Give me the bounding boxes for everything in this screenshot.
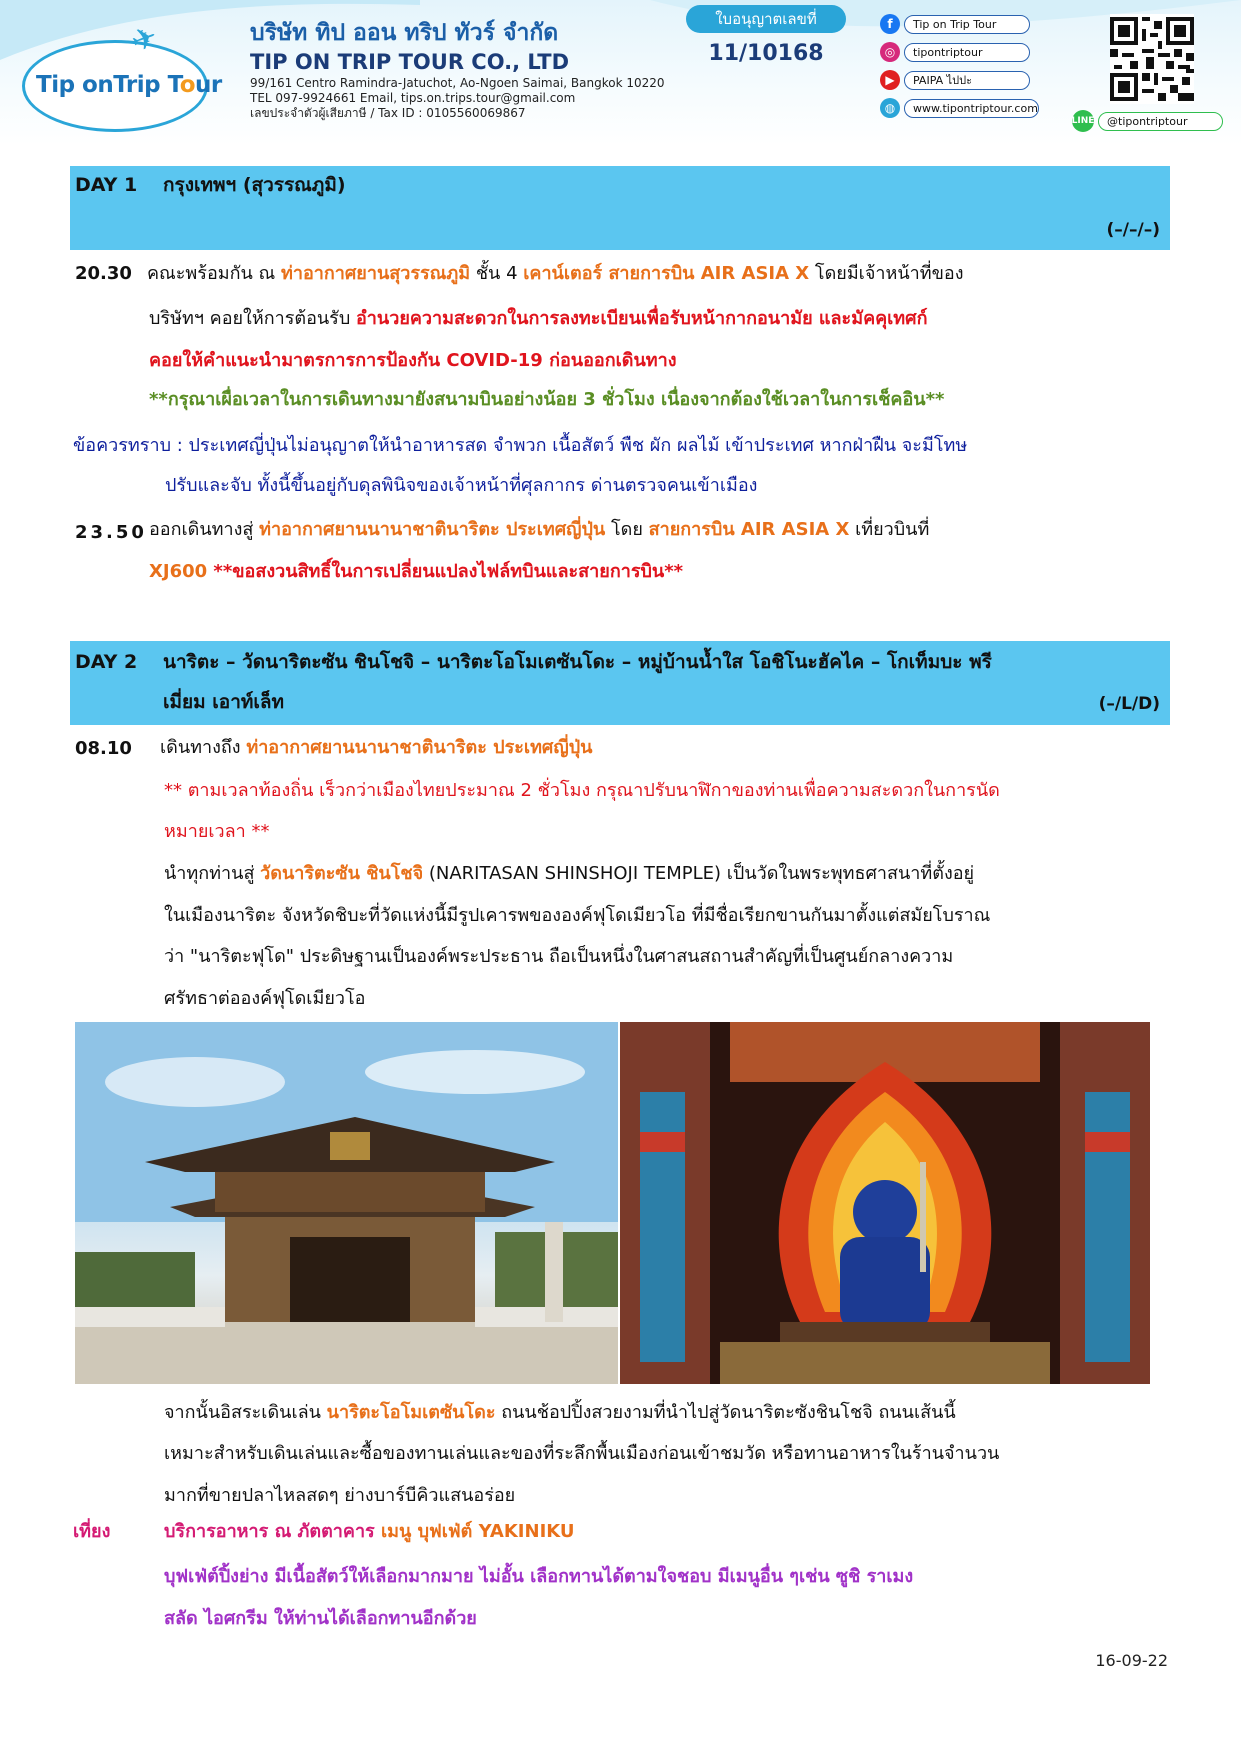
temple-gate-photo — [75, 1022, 618, 1384]
day2-label: DAY 2 — [75, 651, 138, 673]
logo-text: Tip onTrip Tour — [36, 72, 222, 98]
social-label: PAIPA ไปปะ — [904, 71, 1030, 90]
day1-line-3: คอยให้คำแนะนำมาตรการการป้องกัน COVID-19 ก่อนออกเดินทาง — [149, 350, 677, 371]
website-icon: ◍ — [880, 98, 900, 118]
company-tax-id: เลขประจำตัวผู้เสียภาษี / Tax ID : 0105560069867 — [250, 106, 526, 120]
license-block — [686, 5, 846, 66]
day1-line-1: คณะพร้อมกัน ณ ท่าอากาศยานสุวรรณภูมิ ชั้น 4 เคาน์เตอร์ สายการบิน AIR ASIA X โดยมีเจ้าหน้าที่ของ — [147, 263, 964, 284]
day1-line-7: ออกเดินทางสู่ ท่าอากาศยานนานาชาตินาริตะ ประเทศญี่ปุ่น โดย สายการบิน AIR ASIA X เที่ยวบินที่ — [149, 519, 930, 540]
airplane-icon: ✈ — [126, 18, 163, 61]
company-logo — [22, 18, 222, 127]
license-label: ใบอนุญาตเลขที่ — [686, 5, 846, 33]
day1-meals: (–/–/–) — [1106, 220, 1160, 240]
day1-flight-line: XJ600 **ขอสงวนสิทธิ์ในการเปลี่ยนแปลงไฟล์ทบินและสายการบิน** — [149, 561, 684, 582]
social-label: Tip on Trip Tour — [904, 15, 1030, 34]
social-youtube[interactable] — [880, 70, 1030, 90]
day2-timezone-note-cont: หมายเวลา ** — [164, 821, 270, 842]
day1-notice: ข้อควรทราบ : ประเทศญี่ปุ่นไม่อนุญาตให้นำอาหารสด จำพวก เนื้อสัตว์ พืช ผัก ผลไม้ เข้าประเทศ หากฝ่าฝืน จะมีโทษ — [73, 435, 968, 456]
lunch-label: เที่ยง — [73, 1521, 111, 1542]
day2-omotesando-line: จากนั้นอิสระเดินเล่น นาริตะโอโมเตซันโดะ ถนนช้อปปิ้งสวยงามที่นำไปสู่วัดนาริตะซังชินโชจิ ถนนเส้นนี้ — [164, 1402, 956, 1423]
qr-code-icon — [1110, 14, 1194, 104]
lunch-desc-2: สลัด ไอศกรีม ให้ท่านได้เลือกทานอีกด้วย — [164, 1608, 477, 1629]
social-label: tipontriptour — [904, 43, 1030, 62]
day2-timezone-note: ** ตามเวลาท้องถิ่น เร็วกว่าเมืองไทยประมาณ 2 ชั่วโมง กรุณาปรับนาฬิกาของท่านเพื่อความสะดวกในการนัด — [164, 780, 1000, 801]
social-instagram[interactable] — [880, 42, 1030, 62]
lunch-desc-1: บุฟเฟ่ต์ปิ้งย่าง มีเนื้อสัตว์ให้เลือกมากมาย ไม่อั้น เลือกทานได้ตามใจชอบ มีเมนูอื่น ๆเช่น ซูชิ ราเมง — [164, 1566, 914, 1587]
footer-date: 16-09-22 — [1095, 1651, 1168, 1670]
youtube-icon: ▶ — [880, 70, 900, 90]
social-label: @tipontriptour — [1098, 112, 1223, 131]
line-icon: LINE — [1072, 110, 1094, 132]
day2-temple-intro: นำทุกท่านสู่ วัดนาริตะซัน ชินโชจิ (NARITASAN SHINSHOJI TEMPLE) เป็นวัดในพระพุทธศาสนาที่ตั้งอยู่ — [164, 863, 975, 884]
day2-time-0810: 08.10 — [75, 738, 132, 759]
day1-checkin-note: **กรุณาเผื่อเวลาในการเดินทางมายังสนามบินอย่างน้อย 3 ชั่วโมง เนื่องจากต้องใช้เวลาในการเช็คอิน** — [149, 389, 945, 410]
day1-line-2: บริษัทฯ คอยให้การต้อนรับ อำนวยความสะดวกในการลงทะเบียนเพื่อรับหน้ากากอนามัย และมัคคุเทศก์ — [149, 308, 928, 329]
day1-time-2350: 23.50 — [75, 522, 147, 543]
license-number: 11/10168 — [708, 41, 824, 66]
day2-temple-desc-2: ว่า "นาริตะฟุโด" ประดิษฐานเป็นองค์พระประธาน ถือเป็นหนึ่งในศาสนสถานสำคัญที่เป็นศูนย์กลางความ — [164, 946, 954, 967]
fudo-myoo-statue-photo — [620, 1022, 1150, 1384]
day1-time-2030: 20.30 — [75, 263, 132, 284]
day2-temple-desc-3: ศรัทธาต่อองค์ฟุโดเมียวโอ — [164, 988, 366, 1009]
social-label: www.tipontriptour.com — [904, 99, 1039, 118]
lunch-line: บริการอาหาร ณ ภัตตาคาร เมนู บุฟเฟ่ต์ YAKINIKU — [164, 1521, 575, 1542]
day2-omotesando-desc-2: มากที่ขายปลาไหลสดๆ ย่างบาร์บีคิวแสนอร่อย — [164, 1485, 516, 1506]
company-name-english: TIP ON TRIP TOUR CO., LTD — [250, 50, 570, 74]
facebook-icon: f — [880, 14, 900, 34]
day2-header-band — [70, 641, 1170, 725]
day1-notice-cont: ปรับและจับ ทั้งนี้ขึ้นอยู่กับดุลพินิจของเจ้าหน้าที่ศุลกากร ด่านตรวจคนเข้าเมือง — [165, 475, 758, 496]
company-name-thai: บริษัท ทิป ออน ทริป ทัวร์ จำกัด — [250, 20, 559, 46]
social-line[interactable] — [1072, 110, 1223, 132]
day2-omotesando-desc-1: เหมาะสำหรับเดินเล่นและซื้อของทานเล่นและของที่ระลึกพื้นเมืองก่อนเข้าชมวัด หรือทานอาหารในร้านจำนวน — [164, 1443, 1000, 1464]
social-website[interactable] — [880, 98, 1038, 118]
social-links — [880, 14, 1038, 126]
day2-line-1: เดินทางถึง ท่าอากาศยานนานาชาตินาริตะ ประเทศญี่ปุ่น — [160, 737, 593, 758]
company-contact: TEL 097-9924661 Email, tips.on.trips.tour@gmail.com — [250, 91, 576, 105]
day1-header-band — [70, 166, 1170, 250]
instagram-icon: ◎ — [880, 42, 900, 62]
day1-title: กรุงเทพฯ (สุวรรณภูมิ) — [163, 174, 346, 196]
company-address: 99/161 Centro Ramindra-Jatuchot, Ao-Ngoen Saimai, Bangkok 10220 — [250, 76, 665, 90]
day1-label: DAY 1 — [75, 174, 138, 196]
company-info — [250, 18, 665, 121]
day2-title-line1: นาริตะ – วัดนาริตะซัน ชินโชจิ – นาริตะโอโมเตซันโดะ – หมู่บ้านน้ำใส โอชิโนะฮัคไค – โกเท็มบะ พรี — [163, 651, 992, 673]
day2-temple-desc-1: ในเมืองนาริตะ จังหวัดชิบะที่วัดแห่งนี้มีรูปเคารพขององค์ฟุโดเมียวโอ ที่มีชื่อเรียกขานกันมาตั้งแต่สมัยโบราณ — [164, 905, 991, 926]
social-facebook[interactable] — [880, 14, 1030, 34]
day2-title-line2: เมี่ยม เอาท์เล็ท — [163, 691, 285, 713]
page-header — [0, 0, 1241, 145]
day2-meals: (–/L/D) — [1098, 694, 1160, 714]
